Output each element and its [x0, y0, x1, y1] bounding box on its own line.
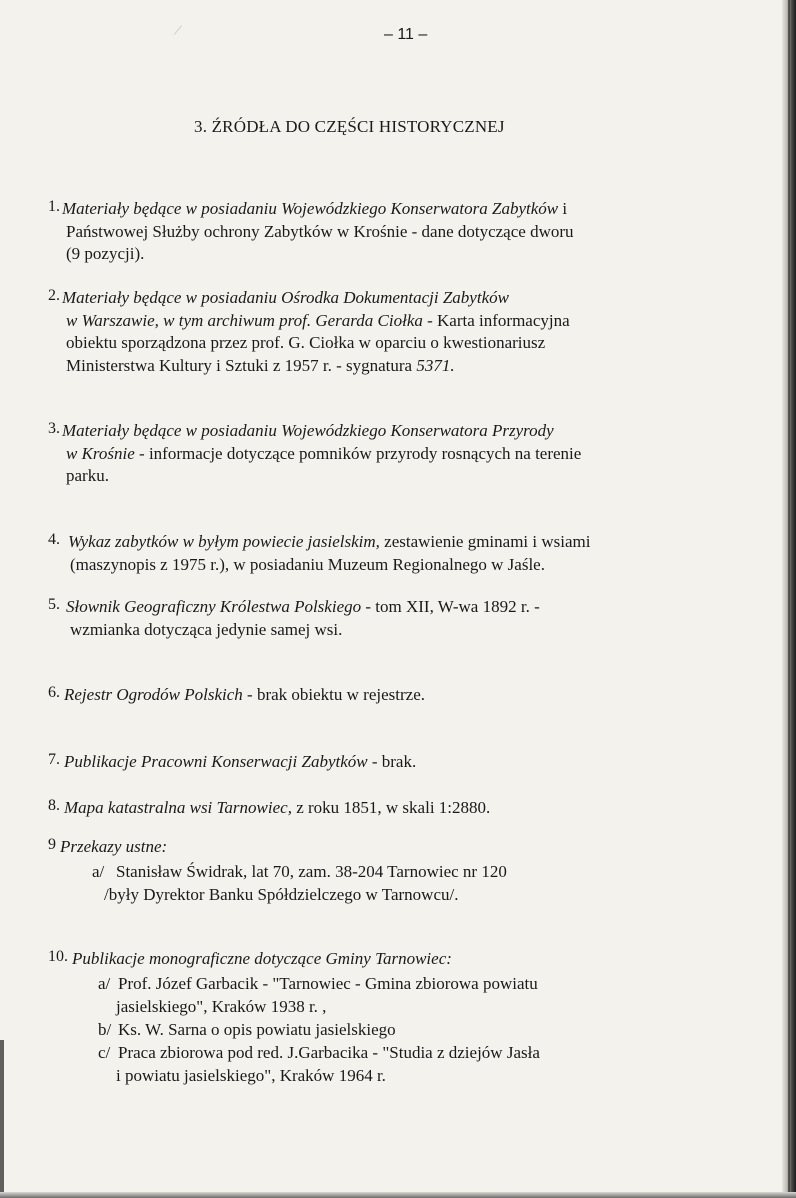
- item-line: parku.: [66, 466, 109, 485]
- sub-item-label: a/: [98, 974, 111, 993]
- scan-edge-left: [0, 1040, 4, 1198]
- item-line: Ministerstwa Kultury i Sztuki z 1957 r. - sygnatura 5371.: [66, 356, 455, 375]
- sub-item-line: Stanisław Świdrak, lat 70, zam. 38-204 Tarnowiec nr 120: [116, 862, 507, 881]
- item-number: 1.: [48, 198, 60, 215]
- sub-item-label: a/: [92, 862, 105, 881]
- item-number: 2.: [48, 287, 60, 304]
- scan-mark: [174, 25, 192, 43]
- sub-item-label: b/: [98, 1020, 112, 1039]
- item-line: Państwowej Służby ochrony Zabytków w Krośnie - dane dotyczące dworu: [66, 222, 574, 241]
- item-line: wzmianka dotycząca jedynie samej wsi.: [70, 620, 343, 639]
- scan-edge-line: [788, 0, 790, 1198]
- item-line: Wykaz zabytków w byłym powiecie jasielskim, zestawienie gminami i wsiami: [68, 532, 591, 551]
- page-number: – 11 –: [384, 26, 428, 43]
- sub-item-line: Praca zbiorowa pod red. J.Garbacika - "Studia z dziejów Jasła: [118, 1043, 540, 1062]
- item-line: Publikacje Pracowni Konserwacji Zabytków - brak.: [64, 752, 417, 771]
- item-number: 3.: [48, 420, 60, 437]
- item-line: obiektu sporządzona przez prof. G. Ciołka w oparciu o kwestionariusz: [66, 333, 546, 352]
- sub-item-line: /były Dyrektor Banku Spółdzielczego w Tarnowcu/.: [104, 885, 459, 904]
- sub-item-line: Prof. Józef Garbacik - "Tarnowiec - Gmina zbiorowa powiatu: [118, 974, 538, 993]
- item-number: 7.: [48, 751, 60, 768]
- item-line: Przekazy ustne:: [60, 837, 168, 856]
- item-number: 8.: [48, 797, 60, 814]
- item-line: Słownik Geograficzny Królestwa Polskiego - tom XII, W-wa 1892 r. -: [66, 597, 540, 616]
- item-number: 4.: [48, 531, 60, 548]
- sub-item-line: i powiatu jasielskiego", Kraków 1964 r.: [116, 1066, 386, 1085]
- item-line: Mapa katastralna wsi Tarnowiec, z roku 1851, w skali 1:2880.: [64, 798, 491, 817]
- scan-edge-bottom: [0, 1192, 796, 1198]
- item-number: 10.: [48, 948, 68, 965]
- item-line: w Krośnie - informacje dotyczące pomników przyrody rosnących na terenie: [66, 444, 582, 463]
- item-line: Materiały będące w posiadaniu Wojewódzkiego Konserwatora Przyrody: [62, 421, 554, 440]
- item-line: Materiały będące w posiadaniu Wojewódzkiego Konserwatora Zabytków i: [62, 199, 568, 218]
- item-line: Publikacje monograficzne dotyczące Gminy Tarnowiec:: [72, 949, 452, 968]
- item-line: Rejestr Ogrodów Polskich - brak obiektu w rejestrze.: [64, 685, 425, 704]
- sub-item-line: Ks. W. Sarna o opis powiatu jasielskiego: [118, 1020, 396, 1039]
- item-number: 5.: [48, 596, 60, 613]
- item-line: (9 pozycji).: [66, 244, 145, 263]
- section-heading: 3. ŹRÓDŁA DO CZĘŚCI HISTORYCZNEJ: [194, 117, 505, 136]
- item-number: 6.: [48, 684, 60, 701]
- item-line: (maszynopis z 1975 r.), w posiadaniu Muzeum Regionalnego w Jaśle.: [70, 555, 545, 574]
- item-number: 9: [48, 836, 56, 853]
- item-line: w Warszawie, w tym archiwum prof. Gerarda Ciołka - Karta informacyjna: [66, 311, 570, 330]
- sub-item-label: c/: [98, 1043, 111, 1062]
- sub-item-line: jasielskiego", Kraków 1938 r. ,: [116, 997, 327, 1016]
- item-line: Materiały będące w posiadaniu Ośrodka Dokumentacji Zabytków: [62, 288, 509, 307]
